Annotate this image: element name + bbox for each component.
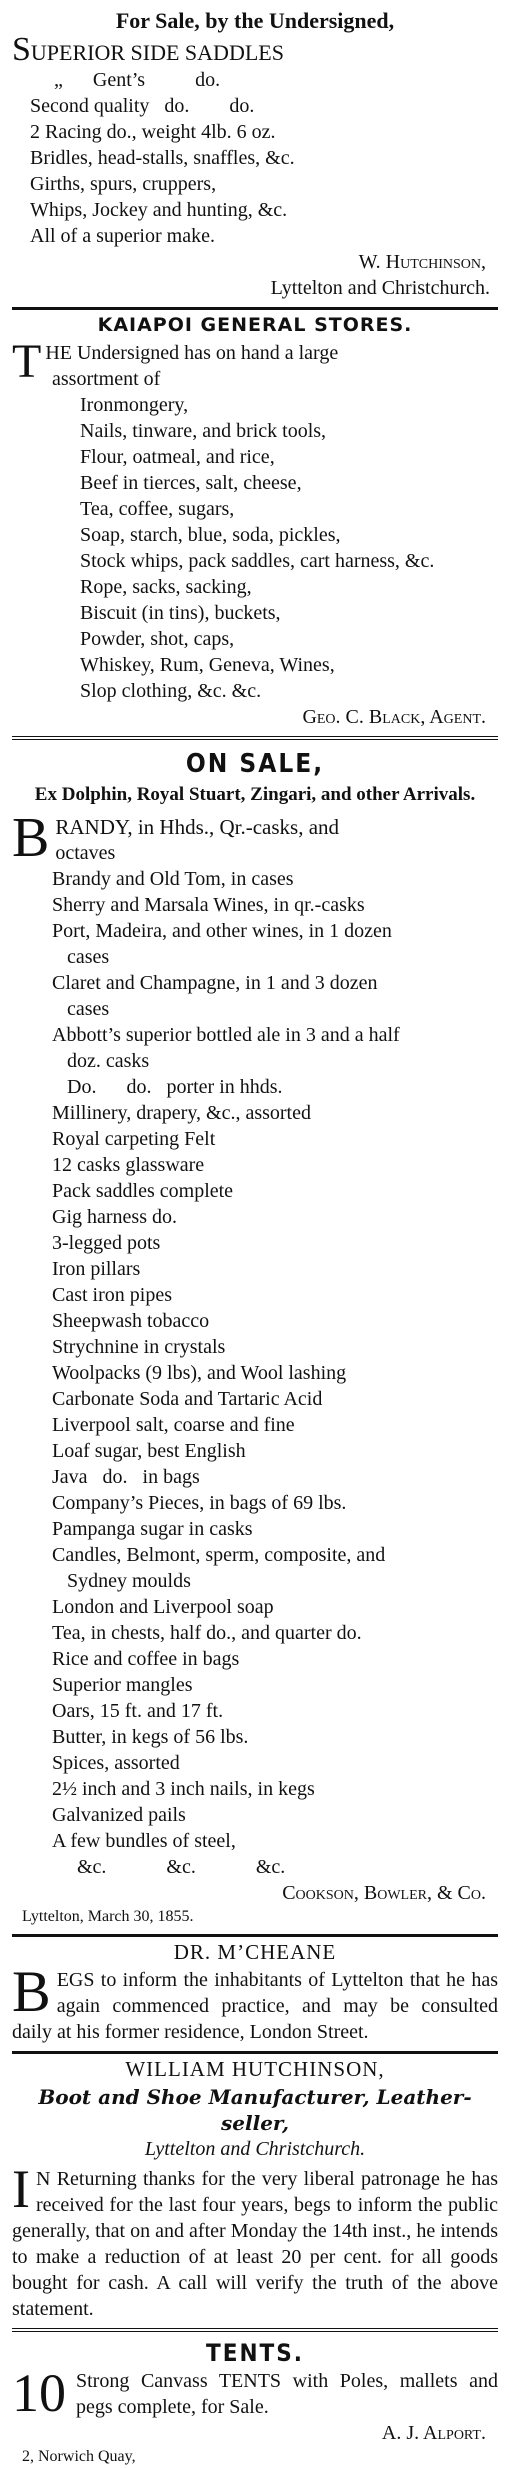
- drop-cap: B: [12, 807, 50, 869]
- ad-subheading: Boot and Shoe Manufacturer, Leather-seller,: [38, 2085, 472, 2135]
- list-item: &c. &c. &c.: [52, 1856, 286, 1878]
- ad-line: 2 Racing do., weight 4lb. 6 oz.: [30, 121, 276, 143]
- ad-on-sale: [12, 746, 498, 1928]
- list-item: Woolpacks (9 lbs), and Wool lashing: [52, 1362, 347, 1384]
- list-item: Stock whips, pack saddles, cart harness, &c.: [80, 550, 435, 572]
- list-item: Gig harness do.: [52, 1206, 177, 1228]
- ad-line: All of a superior make.: [30, 225, 215, 247]
- list-item: Whiskey, Rum, Geneva, Wines,: [80, 654, 335, 676]
- list-item: Port, Madeira, and other wines, in 1 dozen: [52, 920, 392, 942]
- ad-signature: A. J. Alport.: [381, 2422, 486, 2444]
- ad-heading: DR. M’CHEANE: [173, 1940, 337, 1964]
- ad-place: Lyttelton and Christchurch.: [144, 2138, 366, 2160]
- ad-signature-place: Lyttelton and Christchurch.: [270, 277, 490, 299]
- ad-dateline: Lyttelton, March 30, 1855.: [22, 1908, 194, 1925]
- list-item: Spices, assorted: [52, 1752, 180, 1774]
- ad-text: EGS to inform the inhabitants of Lyttelton that he has again commenced practice, and may be consulted daily at his former residence, London Street.: [12, 1969, 498, 2043]
- ad-first-line: RANDY, in Hhds., Qr.-casks, and: [55, 815, 340, 839]
- list-item: Strychnine in crystals: [52, 1336, 226, 1358]
- list-item: Pack saddles complete: [52, 1180, 234, 1202]
- list-item: Royal carpeting Felt: [52, 1128, 216, 1150]
- list-item: Soap, starch, blue, soda, pickles,: [80, 524, 341, 546]
- ad-heading: For Sale, by the Undersigned,: [115, 8, 395, 33]
- ad-signature: Geo. C. Black, Agent.: [302, 706, 486, 728]
- list-item: Do. do. porter in hhds.: [52, 1076, 283, 1098]
- item-list: [12, 866, 498, 1880]
- list-item: Brandy and Old Tom, in cases: [52, 868, 294, 890]
- list-item: A few bundles of steel,: [52, 1830, 236, 1852]
- list-item: 12 casks glassware: [52, 1154, 205, 1176]
- ad-signature: W. Hutchinson,: [358, 251, 486, 273]
- drop-cap: T: [12, 335, 42, 388]
- ad-side-saddles: [12, 6, 498, 301]
- list-item: Java do. in bags: [52, 1466, 200, 1488]
- ad-heading: ON SALE,: [185, 749, 325, 779]
- drop-number: 10: [12, 2363, 66, 2423]
- ad-line: Bridles, head-stalls, snaffles, &c.: [30, 147, 295, 169]
- ad-tents: [12, 2338, 498, 2468]
- ad-body: [12, 31, 498, 301]
- ad-text: Strong Canvass TENTS with Poles, mallets and pegs complete, for Sale.: [76, 2370, 498, 2418]
- list-item: Beef in tierces, salt, cheese,: [80, 472, 302, 494]
- list-item: Nails, tinware, and brick tools,: [80, 420, 327, 442]
- list-item: Oars, 15 ft. and 17 ft.: [52, 1700, 224, 1722]
- list-item: Loaf sugar, best English: [52, 1440, 246, 1462]
- list-item: Superior mangles: [52, 1674, 193, 1696]
- list-item: Tea, coffee, sugars,: [80, 498, 235, 520]
- ad-subheading: Ex Dolphin, Royal Stuart, Zingari, and other Arrivals.: [34, 784, 476, 805]
- list-item: Candles, Belmont, sperm, composite, and: [52, 1544, 386, 1566]
- list-item: Slop clothing, &c. &c.: [80, 680, 262, 702]
- list-item: Company’s Pieces, in bags of 69 lbs.: [52, 1492, 347, 1514]
- ad-first-line: UPERIOR SIDE SADDLES: [30, 40, 284, 65]
- ad-signature: Cookson, Bowler, & Co.: [282, 1882, 486, 1904]
- list-item: cases: [52, 998, 110, 1020]
- list-item: Galvanized pails: [52, 1804, 186, 1826]
- list-item: Cast iron pipes: [52, 1284, 172, 1306]
- list-item: Abbott’s superior bottled ale in 3 and a half: [52, 1024, 400, 1046]
- ad-line: octaves: [55, 842, 116, 864]
- ad-address: 2, Norwich Quay,: [22, 2448, 136, 2465]
- ad-william-hutchinson: [12, 2054, 498, 2322]
- list-item: London and Liverpool soap: [52, 1596, 274, 1618]
- list-item: Rice and coffee in bags: [52, 1648, 240, 1670]
- list-item: cases: [52, 946, 110, 968]
- list-item: Claret and Champagne, in 1 and 3 dozen: [52, 972, 378, 994]
- ad-heading: TENTS.: [205, 2339, 305, 2367]
- list-item: Sydney moulds: [52, 1570, 191, 1592]
- list-item: Pampanga sugar in casks: [52, 1518, 253, 1540]
- ad-line: Whips, Jockey and hunting, &c.: [30, 199, 288, 221]
- list-item: doz. casks: [52, 1050, 150, 1072]
- item-list: [12, 392, 498, 704]
- ad-line: „ Gent’s do.: [54, 69, 221, 91]
- ad-first-line: HE Undersigned has on hand a large: [45, 342, 339, 364]
- list-item: Ironmongery,: [80, 394, 189, 416]
- ad-dr-mcheane: [12, 1937, 498, 2045]
- list-item: 2½ inch and 3 inch nails, in kegs: [52, 1778, 315, 1800]
- list-item: Tea, in chests, half do., and quarter do.: [52, 1622, 362, 1644]
- ad-text: N Returning thanks for the very liberal patronage he has received for the last four years, begs to inform the public generally, that on and after Monday the 14th inst., he intends to make a reduction of at least 20 per cent. for all goods bought for cash. A call will verify the truth of the above statement.: [12, 2168, 498, 2320]
- list-item: Sheepwash tobacco: [52, 1310, 210, 1332]
- list-item: 3-legged pots: [52, 1232, 161, 1254]
- ad-kaiapoi-stores: [12, 310, 498, 730]
- ad-line: Second quality do. do.: [30, 95, 255, 117]
- list-item: Liverpool salt, coarse and fine: [52, 1414, 295, 1436]
- ad-line: Girths, spurs, cruppers,: [30, 173, 217, 195]
- drop-cap: I: [12, 2159, 30, 2219]
- ad-heading: WILLIAM HUTCHINSON,: [125, 2057, 385, 2081]
- list-item: Rope, sacks, sacking,: [80, 576, 252, 598]
- divider: [12, 2328, 498, 2332]
- list-item: Biscuit (in tins), buckets,: [80, 602, 281, 624]
- list-item: Millinery, drapery, &c., assorted: [52, 1102, 311, 1124]
- list-item: Butter, in kegs of 56 lbs.: [52, 1726, 249, 1748]
- list-item: Iron pillars: [52, 1258, 141, 1280]
- drop-cap: B: [12, 1959, 51, 2024]
- ad-heading: KAIAPOI GENERAL STORES.: [97, 314, 413, 336]
- divider: [12, 736, 498, 740]
- list-item: Flour, oatmeal, and rice,: [80, 446, 275, 468]
- list-item: Carbonate Soda and Tartaric Acid: [52, 1388, 323, 1410]
- list-item: Sherry and Marsala Wines, in qr.-casks: [52, 894, 365, 916]
- list-item: Powder, shot, caps,: [80, 628, 235, 650]
- drop-cap: S: [12, 31, 31, 68]
- ad-line: assortment of: [52, 368, 161, 390]
